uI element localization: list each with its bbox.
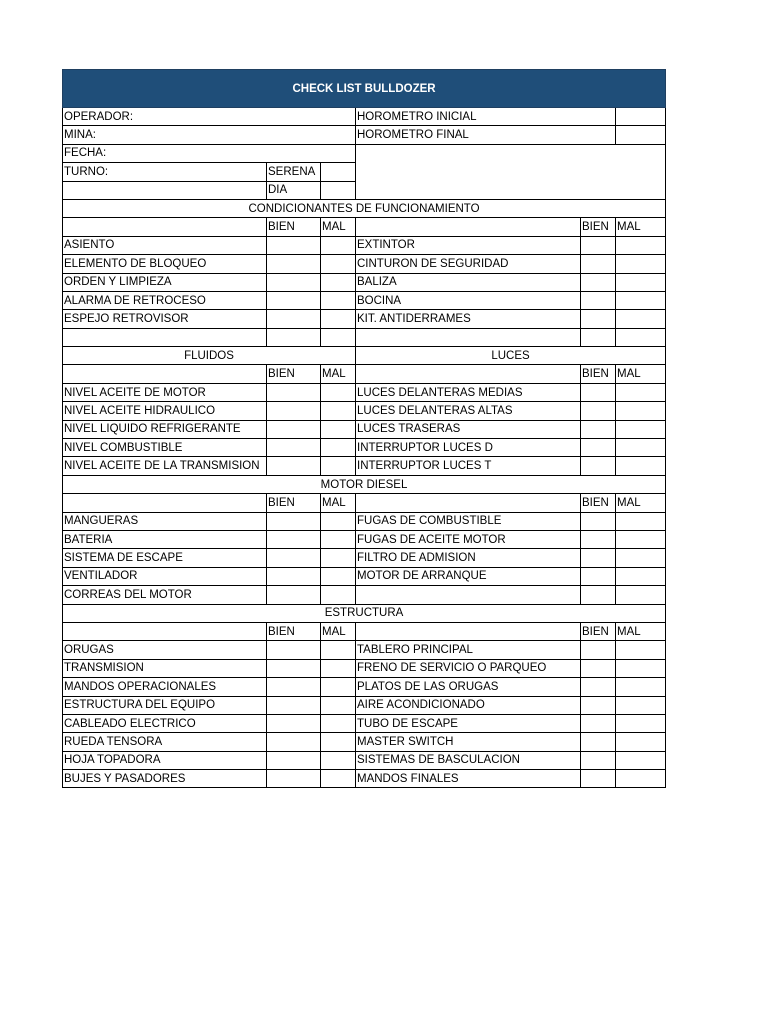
bien-checkbox[interactable]: [267, 567, 321, 585]
check-item-label: VENTILADOR: [63, 567, 267, 585]
estructura-col-blank-right: [356, 622, 581, 640]
check-item-label: LUCES DELANTERAS ALTAS: [356, 402, 581, 420]
mal-checkbox[interactable]: [616, 512, 666, 530]
bien-checkbox[interactable]: [581, 457, 616, 475]
check-item-label: CORREAS DEL MOTOR: [63, 586, 267, 604]
check-item-label: TABLERO PRINCIPAL: [356, 641, 581, 659]
fluidos-luces-mal-header-right: MAL: [616, 365, 666, 383]
mal-checkbox[interactable]: [321, 733, 356, 751]
bien-checkbox[interactable]: [581, 714, 616, 732]
section-title-estructura: ESTRUCTURA: [63, 604, 666, 622]
bien-checkbox[interactable]: [267, 770, 321, 788]
check-item-label: ORDEN Y LIMPIEZA: [63, 273, 267, 291]
bien-checkbox[interactable]: [267, 457, 321, 475]
mal-checkbox[interactable]: [616, 291, 666, 309]
motor-mal-header-left: MAL: [321, 494, 356, 512]
horometro-inicial-value[interactable]: [616, 108, 666, 126]
mal-checkbox[interactable]: [616, 751, 666, 769]
mal-checkbox[interactable]: [321, 770, 356, 788]
bien-checkbox[interactable]: [267, 236, 321, 254]
bien-checkbox[interactable]: [581, 770, 616, 788]
bien-checkbox[interactable]: [267, 402, 321, 420]
mal-checkbox[interactable]: [616, 659, 666, 677]
bien-checkbox[interactable]: [267, 439, 321, 457]
bien-checkbox[interactable]: [267, 678, 321, 696]
mal-checkbox[interactable]: [616, 696, 666, 714]
mal-checkbox[interactable]: [616, 714, 666, 732]
mal-checkbox[interactable]: [616, 420, 666, 438]
check-item-label: NIVEL ACEITE DE MOTOR: [63, 383, 267, 401]
empty-cell: [63, 328, 267, 346]
bien-checkbox[interactable]: [581, 641, 616, 659]
mal-checkbox[interactable]: [616, 236, 666, 254]
mal-checkbox[interactable]: [321, 641, 356, 659]
empty-cell: [356, 586, 581, 604]
mal-checkbox[interactable]: [321, 457, 356, 475]
check-item-label: SISTEMAS DE BASCULACION: [356, 751, 581, 769]
check-item-label: MANDOS OPERACIONALES: [63, 678, 267, 696]
check-item-label: CINTURON DE SEGURIDAD: [356, 255, 581, 273]
bien-checkbox[interactable]: [581, 530, 616, 548]
fecha-label: FECHA:: [63, 144, 356, 162]
mina-label: MINA:: [63, 126, 356, 144]
bien-checkbox[interactable]: [267, 751, 321, 769]
mal-checkbox[interactable]: [616, 457, 666, 475]
check-item-label: KIT. ANTIDERRAMES: [356, 310, 581, 328]
bien-checkbox[interactable]: [267, 586, 321, 604]
mal-checkbox[interactable]: [616, 328, 666, 346]
check-item-label: INTERRUPTOR LUCES D: [356, 439, 581, 457]
bien-checkbox[interactable]: [581, 751, 616, 769]
bien-checkbox[interactable]: [581, 273, 616, 291]
check-item-label: EXTINTOR: [356, 236, 581, 254]
bien-checkbox[interactable]: [581, 420, 616, 438]
bien-checkbox[interactable]: [581, 291, 616, 309]
estructura-bien-header-left: BIEN: [267, 622, 321, 640]
bien-checkbox[interactable]: [581, 310, 616, 328]
dia-label: DIA: [267, 181, 321, 199]
mal-checkbox[interactable]: [321, 402, 356, 420]
bien-checkbox[interactable]: [581, 383, 616, 401]
check-item-label: BATERIA: [63, 530, 267, 548]
motor-col-blank-right: [356, 494, 581, 512]
check-item-label: ASIENTO: [63, 236, 267, 254]
serena-check[interactable]: [321, 163, 356, 181]
bien-checkbox[interactable]: [267, 530, 321, 548]
section-title-fluidos: FLUIDOS: [63, 347, 356, 365]
check-item-label: FILTRO DE ADMISION: [356, 549, 581, 567]
header-blank-area: [356, 144, 666, 199]
check-item-label: ALARMA DE RETROCESO: [63, 291, 267, 309]
bien-checkbox[interactable]: [581, 586, 616, 604]
section-title-condicionantes: CONDICIONANTES DE FUNCIONAMIENTO: [63, 199, 666, 217]
estructura-bien-header-right: BIEN: [581, 622, 616, 640]
bien-checkbox[interactable]: [267, 549, 321, 567]
mal-checkbox[interactable]: [616, 255, 666, 273]
operador-label: OPERADOR:: [63, 108, 356, 126]
bien-checkbox[interactable]: [581, 659, 616, 677]
check-item-label: LUCES DELANTERAS MEDIAS: [356, 383, 581, 401]
checklist-table: [62, 69, 666, 788]
bien-checkbox[interactable]: [581, 328, 616, 346]
bien-checkbox[interactable]: [267, 383, 321, 401]
mal-checkbox[interactable]: [616, 770, 666, 788]
bien-checkbox[interactable]: [581, 733, 616, 751]
horometro-final-label: HOROMETRO FINAL: [356, 126, 616, 144]
mal-checkbox[interactable]: [321, 328, 356, 346]
mal-checkbox[interactable]: [616, 733, 666, 751]
check-item-label: ORUGAS: [63, 641, 267, 659]
fluidos-luces-col-blank-right: [356, 365, 581, 383]
check-item-label: ESPEJO RETROVISOR: [63, 310, 267, 328]
mal-checkbox[interactable]: [321, 678, 356, 696]
check-item-label: HOJA TOPADORA: [63, 751, 267, 769]
mal-checkbox[interactable]: [616, 678, 666, 696]
mal-checkbox[interactable]: [616, 383, 666, 401]
bien-checkbox[interactable]: [581, 567, 616, 585]
bien-checkbox[interactable]: [267, 420, 321, 438]
mal-checkbox[interactable]: [616, 439, 666, 457]
motor-bien-header-right: BIEN: [581, 494, 616, 512]
turno-label: TURNO:: [63, 163, 267, 181]
mal-checkbox[interactable]: [321, 530, 356, 548]
check-item-label: FRENO DE SERVICIO O PARQUEO: [356, 659, 581, 677]
mal-checkbox[interactable]: [321, 751, 356, 769]
mal-checkbox[interactable]: [616, 567, 666, 585]
check-item-label: BALIZA: [356, 273, 581, 291]
mal-checkbox[interactable]: [321, 567, 356, 585]
mal-checkbox[interactable]: [321, 291, 356, 309]
bien-checkbox[interactable]: [267, 714, 321, 732]
fluidos-luces-col-blank-left: [63, 365, 267, 383]
mal-checkbox[interactable]: [321, 714, 356, 732]
condicionantes-bien-header-right: BIEN: [581, 218, 616, 236]
bien-checkbox[interactable]: [267, 255, 321, 273]
check-item-label: PLATOS DE LAS ORUGAS: [356, 678, 581, 696]
section-title-motor-diesel: MOTOR DIESEL: [63, 475, 666, 493]
bien-checkbox[interactable]: [267, 328, 321, 346]
estructura-mal-header-left: MAL: [321, 622, 356, 640]
mal-checkbox[interactable]: [616, 402, 666, 420]
mal-checkbox[interactable]: [616, 549, 666, 567]
bien-checkbox[interactable]: [581, 439, 616, 457]
mal-checkbox[interactable]: [321, 586, 356, 604]
bien-checkbox[interactable]: [267, 733, 321, 751]
mal-checkbox[interactable]: [321, 420, 356, 438]
mal-checkbox[interactable]: [321, 439, 356, 457]
check-item-label: LUCES TRASERAS: [356, 420, 581, 438]
fluidos-luces-bien-header-left: BIEN: [267, 365, 321, 383]
check-item-label: AIRE ACONDICIONADO: [356, 696, 581, 714]
fluidos-luces-bien-header-right: BIEN: [581, 365, 616, 383]
check-item-label: FUGAS DE COMBUSTIBLE: [356, 512, 581, 530]
empty-cell: [356, 328, 581, 346]
check-item-label: MOTOR DE ARRANQUE: [356, 567, 581, 585]
bien-checkbox[interactable]: [267, 696, 321, 714]
bien-checkbox[interactable]: [581, 549, 616, 567]
estructura-col-blank-left: [63, 622, 267, 640]
estructura-mal-header-right: MAL: [616, 622, 666, 640]
motor-bien-header-left: BIEN: [267, 494, 321, 512]
check-item-label: NIVEL COMBUSTIBLE: [63, 439, 267, 457]
bien-checkbox[interactable]: [267, 310, 321, 328]
condicionantes-col-blank-left: [63, 218, 267, 236]
mal-checkbox[interactable]: [321, 383, 356, 401]
check-item-label: TUBO DE ESCAPE: [356, 714, 581, 732]
check-item-label: ELEMENTO DE BLOQUEO: [63, 255, 267, 273]
fluidos-luces-mal-header-left: MAL: [321, 365, 356, 383]
check-item-label: CABLEADO ELECTRICO: [63, 714, 267, 732]
bien-checkbox[interactable]: [581, 236, 616, 254]
bien-checkbox[interactable]: [581, 512, 616, 530]
check-item-label: NIVEL ACEITE DE LA TRANSMISION: [63, 457, 267, 475]
mal-checkbox[interactable]: [616, 273, 666, 291]
mal-checkbox[interactable]: [321, 696, 356, 714]
mal-checkbox[interactable]: [321, 659, 356, 677]
check-item-label: MASTER SWITCH: [356, 733, 581, 751]
motor-col-blank-left: [63, 494, 267, 512]
bien-checkbox[interactable]: [581, 402, 616, 420]
condicionantes-mal-header-right: MAL: [616, 218, 666, 236]
check-item-label: ESTRUCTURA DEL EQUIPO: [63, 696, 267, 714]
mal-checkbox[interactable]: [616, 641, 666, 659]
check-item-label: RUEDA TENSORA: [63, 733, 267, 751]
condicionantes-bien-header-left: BIEN: [267, 218, 321, 236]
check-item-label: BUJES Y PASADORES: [63, 770, 267, 788]
mal-checkbox[interactable]: [321, 255, 356, 273]
check-item-label: TRANSMISION: [63, 659, 267, 677]
bien-checkbox[interactable]: [267, 641, 321, 659]
check-item-label: FUGAS DE ACEITE MOTOR: [356, 530, 581, 548]
bien-checkbox[interactable]: [267, 659, 321, 677]
dia-check[interactable]: [321, 181, 356, 199]
mal-checkbox[interactable]: [616, 310, 666, 328]
horometro-inicial-label: HOROMETRO INICIAL: [356, 108, 616, 126]
horometro-final-value[interactable]: [616, 126, 666, 144]
turno-blank: [63, 181, 267, 199]
check-item-label: MANGUERAS: [63, 512, 267, 530]
check-item-label: BOCINA: [356, 291, 581, 309]
bien-checkbox[interactable]: [581, 696, 616, 714]
bien-checkbox[interactable]: [267, 512, 321, 530]
checklist-sheet: [62, 69, 665, 788]
mal-checkbox[interactable]: [321, 310, 356, 328]
serena-label: SERENA: [267, 163, 321, 181]
condicionantes-mal-header-left: MAL: [321, 218, 356, 236]
mal-checkbox[interactable]: [616, 586, 666, 604]
check-item-label: NIVEL ACEITE HIDRAULICO: [63, 402, 267, 420]
mal-checkbox[interactable]: [321, 273, 356, 291]
bien-checkbox[interactable]: [581, 255, 616, 273]
check-item-label: NIVEL LIQUIDO REFRIGERANTE: [63, 420, 267, 438]
check-item-label: INTERRUPTOR LUCES T: [356, 457, 581, 475]
motor-mal-header-right: MAL: [616, 494, 666, 512]
section-title-luces: LUCES: [356, 347, 666, 365]
bien-checkbox[interactable]: [267, 273, 321, 291]
bien-checkbox[interactable]: [267, 291, 321, 309]
mal-checkbox[interactable]: [616, 530, 666, 548]
check-item-label: SISTEMA DE ESCAPE: [63, 549, 267, 567]
mal-checkbox[interactable]: [321, 549, 356, 567]
bien-checkbox[interactable]: [581, 678, 616, 696]
sheet-title: CHECK LIST BULLDOZER: [63, 70, 666, 108]
condicionantes-col-blank-right: [356, 218, 581, 236]
mal-checkbox[interactable]: [321, 236, 356, 254]
check-item-label: MANDOS FINALES: [356, 770, 581, 788]
mal-checkbox[interactable]: [321, 512, 356, 530]
